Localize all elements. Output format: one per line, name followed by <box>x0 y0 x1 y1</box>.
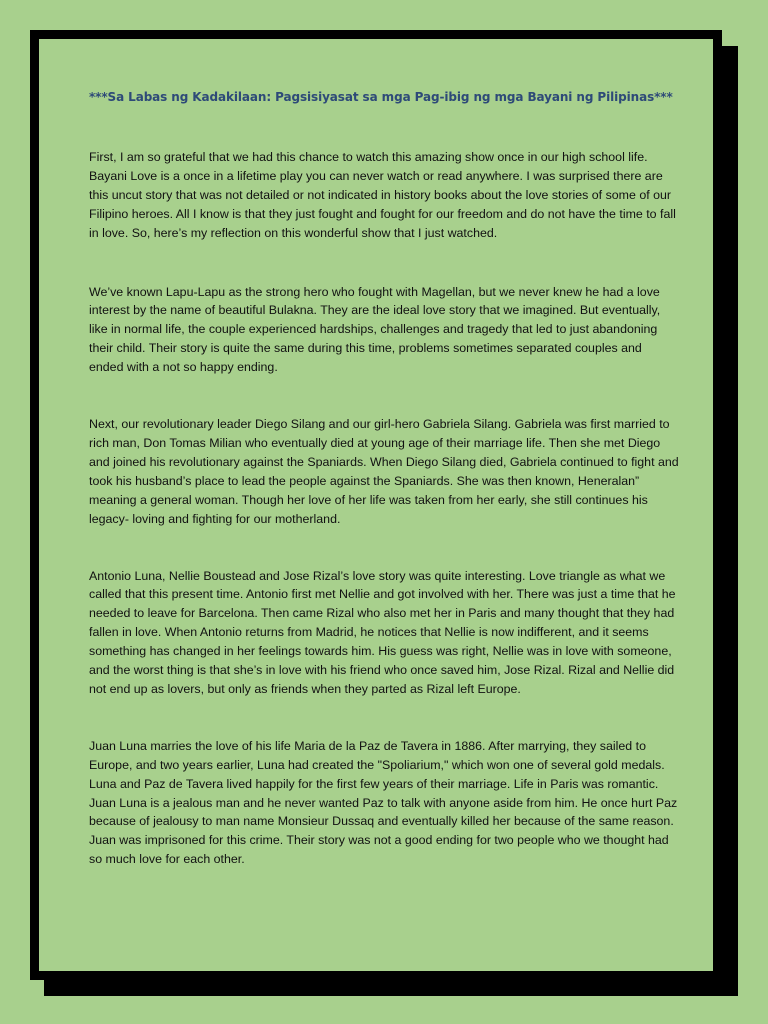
document-body <box>89 90 679 869</box>
paragraph-intro: First, I am so grateful that we had this chance to watch this amazing show once in our high school life. Bayani Love is a once in a lifetime play you can never watch or read anywhere. I was surprised there are this uncut story that was not detailed or not indicated in history books about the love stories of some of our Filipino heroes. All I know is that they just fought and fought for our freedom and do not have the time to fall in love. So, here’s my reflection on this wonderful show that I just watched. <box>89 150 676 240</box>
paragraph-juan-luna: Juan Luna marries the love of his life Maria de la Paz de Tavera in 1886. After marrying, they sailed to Europe, and two years earlier, Luna had created the "Spoliarium," which won one of several gold medals. Luna and Paz de Tavera lived happily for the first few years of their marriage. Life in Paris was romantic. Juan Luna is a jealous man and he never wanted Paz to talk with anyone aside from him. He once hurt Paz because of jealousy to man name Monsieur Dussaq and eventually killed her because of the same reason. Juan was imprisoned for this crime. Their story was not a good ending for two people who we thought had so much love for each other. <box>89 738 678 867</box>
paragraph-lapu-lapu: We’ve known Lapu-Lapu as the strong hero who fought with Magellan, but we never knew he had a love interest by the name of beautiful Bulakna. They are the ideal love story that we imagined. But eventually, like in normal life, the couple experienced hardships, challenges and tragedy that led to just abandoning their child. Their story is quite the same during this time, problems sometimes separated couples and ended with a not so happy ending. <box>89 284 661 375</box>
paragraph-silang: Next, our revolutionary leader Diego Silang and our girl-hero Gabriela Silang. Gabriela was first married to rich man, Don Tomas Milian who eventually died at young age of their marriage life. Then she met Diego and joined his revolutionary against the Spaniards. When Diego Silang died, Gabriela continued to fight and took his husband’s place to lead the people against the Spaniards. She was then known, Heneralan” meaning a general woman. Though her love of her life was taken from her early, she still continues his legacy- loving and fighting for our motherland. <box>89 417 679 526</box>
frame-shadow-right <box>722 46 738 996</box>
document-title: ***Sa Labas ng Kadakilaan: Pagsisiyasat sa mga Pag-ibig ng mga Bayani ng Pilipinas*** <box>89 90 673 104</box>
frame-shadow-bottom <box>44 980 738 996</box>
paragraph-luna-rizal: Antonio Luna, Nellie Boustead and Jose Rizal’s love story was quite interesting. Love triangle as what we called that this present time. Antonio first met Nellie and got involved with her. There was just a time that he needed to leave for Barcelona. Then came Rizal who also met her in Paris and many thought that they had fallen in love. When Antonio returns from Madrid, he notices that Nellie is now indifferent, and it seems something has changed in her feelings towards him. His guess was right, Nellie was in love with someone, and the worst thing is that she’s in love with his friend who once saved him, Jose Rizal. Rizal and Nellie did not end up as lovers, but only as friends when they parted as Rizal left Europe. <box>89 568 676 696</box>
